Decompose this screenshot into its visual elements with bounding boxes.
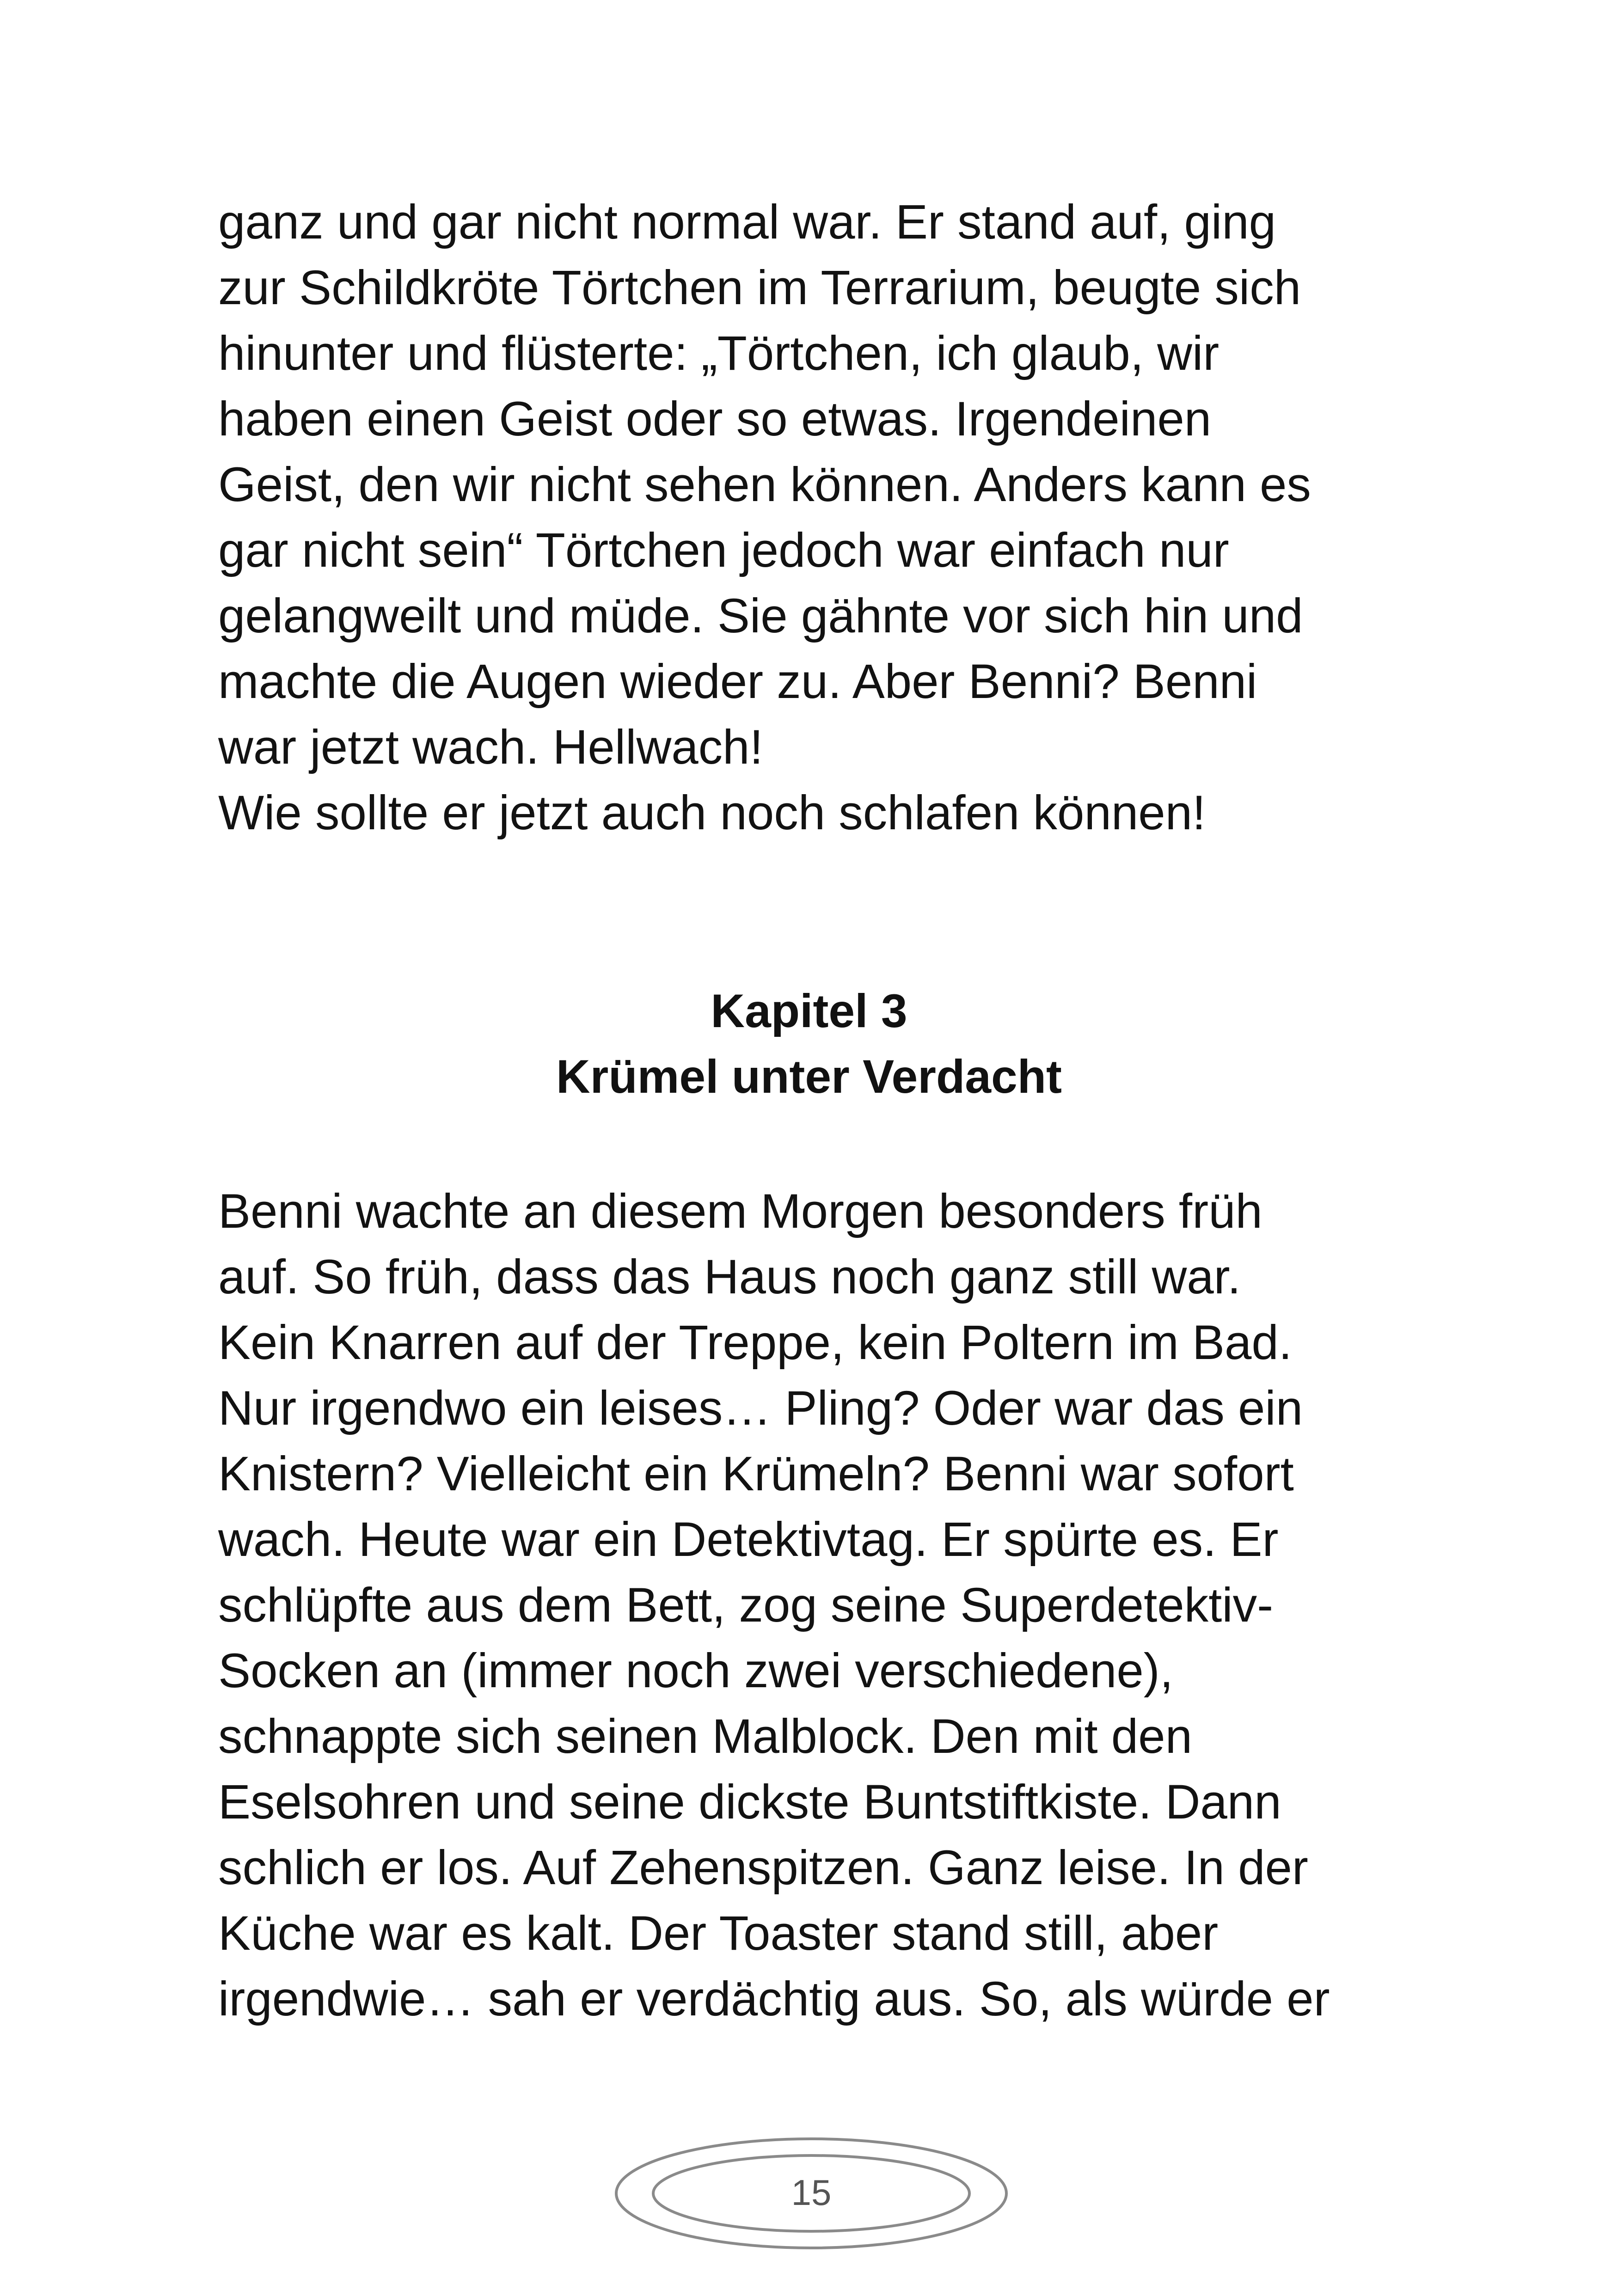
- text-line: Kein Knarren auf der Treppe, kein Poltern im Bad.: [218, 1316, 1292, 1370]
- text-line: Knistern? Vielleicht ein Krümeln? Benni war sofort: [218, 1447, 1294, 1501]
- paragraph-continued: [218, 190, 1420, 846]
- chapter-paragraph: [218, 1179, 1420, 2032]
- text-line: auf. So früh, dass das Haus noch ganz still war.: [218, 1250, 1241, 1304]
- text-line: machte die Augen wieder zu. Aber Benni? Benni: [218, 655, 1257, 709]
- text-line: Küche war es kalt. Der Toaster stand still, aber: [218, 1906, 1219, 1960]
- text-line: zur Schildkröte Törtchen im Terrarium, beugte sich: [218, 261, 1301, 315]
- text-line: Socken an (immer noch zwei verschiedene),: [218, 1644, 1173, 1698]
- text-line: schlüpfte aus dem Bett, zog seine Superdetektiv-: [218, 1578, 1274, 1632]
- text-line: Wie sollte er jetzt auch noch schlafen können!: [218, 786, 1206, 840]
- text-line: wach. Heute war ein Detektivtag. Er spürte es. Er: [218, 1512, 1279, 1567]
- text-line: Benni wachte an diesem Morgen besonders früh: [218, 1184, 1263, 1238]
- text-line: Eselsohren und seine dickste Buntstiftkiste. Dann: [218, 1775, 1281, 1829]
- text-line: gar nicht sein“ Törtchen jedoch war einfach nur: [218, 523, 1229, 577]
- text-line: Nur irgendwo ein leises… Pling? Oder war das ein: [218, 1381, 1303, 1435]
- text-line: schnappte sich seinen Malblock. Den mit den: [218, 1709, 1192, 1763]
- chapter-title: Krümel unter Verdacht: [556, 1050, 1062, 1103]
- chapter-number: Kapitel 3: [711, 985, 907, 1037]
- text-line: war jetzt wach. Hellwach!: [218, 720, 763, 774]
- text-line: hinunter und flüsterte: „Törtchen, ich glaub, wir: [218, 326, 1220, 380]
- text-line: haben einen Geist oder so etwas. Irgendeinen: [218, 392, 1212, 446]
- text-line: gelangweilt und müde. Sie gähnte vor sich hin und: [218, 589, 1303, 643]
- page-number: 15: [791, 2172, 832, 2213]
- text-line: ganz und gar nicht normal war. Er stand auf, ging: [218, 195, 1276, 249]
- text-line: Geist, den wir nicht sehen können. Anders kann es: [218, 458, 1311, 512]
- text-line: irgendwie… sah er verdächtig aus. So, als würde er: [218, 1972, 1330, 2026]
- text-line: schlich er los. Auf Zehenspitzen. Ganz leise. In der: [218, 1841, 1308, 1895]
